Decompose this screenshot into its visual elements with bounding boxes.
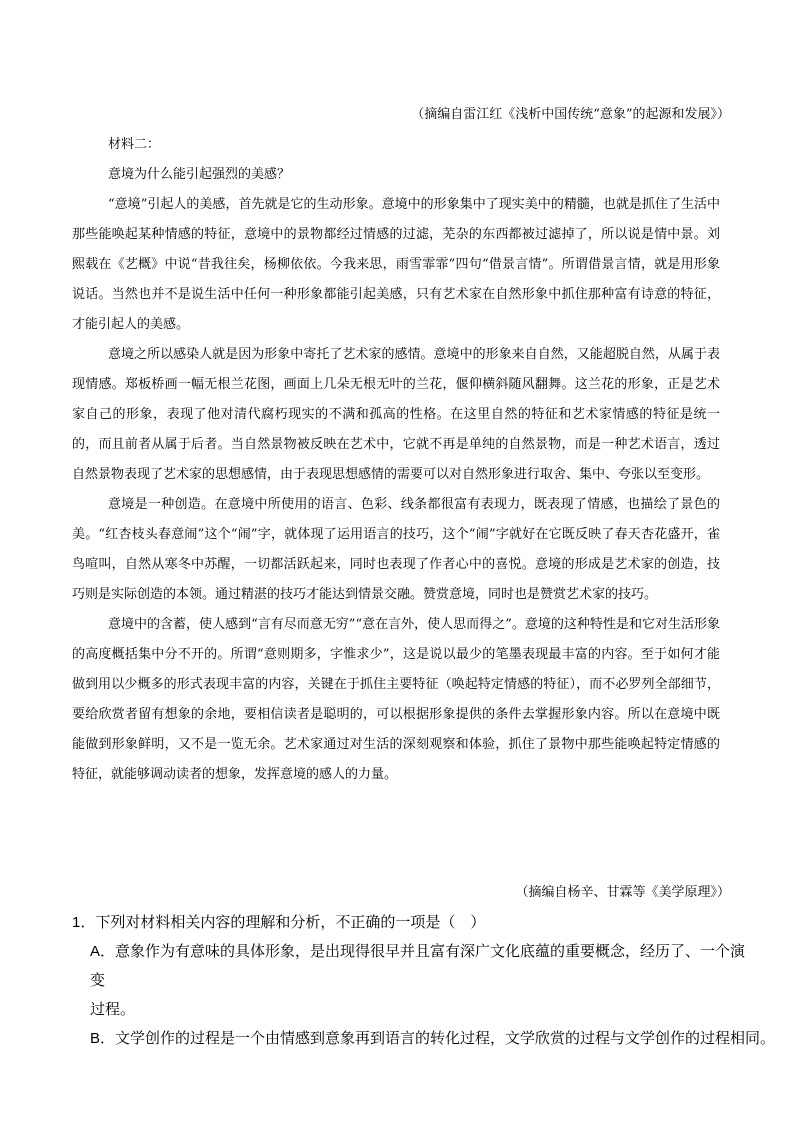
question-block <box>72 908 776 1053</box>
paragraph-1: “意境”引起人的美感，首先就是它的生动形象。意境中的形象集中了现实美中的精髓，也就是抓住了生活中那些能唤起某种情感的特征，意境中的景物都经过情感的过滤，芜杂的东西都被过滤掉了，所以说是情中景。刘熙载在《艺概》中说“昔我往矣，杨柳依依。今我来思，雨雪霏霏”四句“借景言情”。所谓借景言情，就是用形象说话。当然也并不是说生活中任何一种形象都能引起美感，只有艺术家在自然形象中抓住那种富有诗意的特征，才能引起人的美感。 <box>72 197 720 332</box>
source-citation-2: （摘编自杨辛、甘霖等《美学原理》） <box>515 885 730 900</box>
option-a <box>72 937 752 1024</box>
option-a-line-1: A．意象作为有意味的具体形象，是出现得很早并且富有深广文化底蕴的重要概念，经历了、一个演变 <box>90 943 746 989</box>
option-b: B．文学创作的过程是一个由情感到意象再到语言的转化过程，文学欣赏的过程与文学创作的过程相同。 <box>90 1030 776 1047</box>
subtitle: 意境为什么能引起强烈的美感？ <box>108 167 291 182</box>
article-body <box>72 190 720 790</box>
question-stem: 1．下列对材料相关内容的理解和分析，不正确的一项是（ ） <box>72 914 486 931</box>
source-citation-1: （摘编自雷江红《浅析中国传统“意象”的起源和发展》） <box>411 107 730 122</box>
material-heading: 材料二： <box>108 137 161 152</box>
paragraph-2: 意境之所以感染人就是因为形象中寄托了艺术家的感情。意境中的形象来自自然，又能超脱自然，从属于表现情感。郑板桥画一幅无根兰花图，画面上几朵无根无叶的兰花，偃仰横斜随风翻舞。这兰花的形象，正是艺术家自己的形象，表现了他对清代腐朽现实的不满和孤高的性格。在这里自然的特征和艺术家情感的特征是统一的，而且前者从属于后者。当自然景物被反映在艺术中，它就不再是单纯的自然景物，而是一种艺术语言，透过自然景物表现了艺术家的思想感情，由于表现思想感情的需要可以对自然形象进行取舍、集中、夸张以至变形。 <box>72 347 720 482</box>
paragraph-3: 意境是一种创造。在意境中所使用的语言、色彩、线条都很富有表现力，既表现了情感，也描绘了景色的美。“红杏枝头春意闹”这个“闹”字，就体现了运用语言的技巧，这个“闹”字就好在它既反映了春天杏花盛开，雀鸟喧叫，自然从寒冬中苏醒，一切都活跃起来，同时也表现了作者心中的喜悦。意境的形成是艺术家的创造，技巧则是实际创造的本领。通过精湛的技巧才能达到情景交融。赞赏意境，同时也是赞赏艺术家的技巧。 <box>72 497 720 602</box>
paragraph-4: 意境中的含蓄，使人感到“言有尽而意无穷”“意在言外，使人思而得之”。意境的这种特性是和它对生活形象的高度概括集中分不开的。所谓“意则期多，字惟求少”，这是说以最少的笔墨表现最丰富的内容。至于如何才能做到用以少概多的形式表现丰富的内容，关键在于抓住主要特征（唤起特定情感的特征），而不必罗列全部细节，要给欣赏者留有想象的余地，要相信读者是聪明的，可以根据形象提供的条件去掌握形象内容。所以在意境中既能做到形象鲜明，又不是一览无余。艺术家通过对生活的深刻观察和体验，抓住了景物中那些能唤起特定情感的特征，就能够调动读者的想象，发挥意境的感人的力量。 <box>72 617 720 782</box>
option-a-line-2: 过程。 <box>90 1001 136 1018</box>
